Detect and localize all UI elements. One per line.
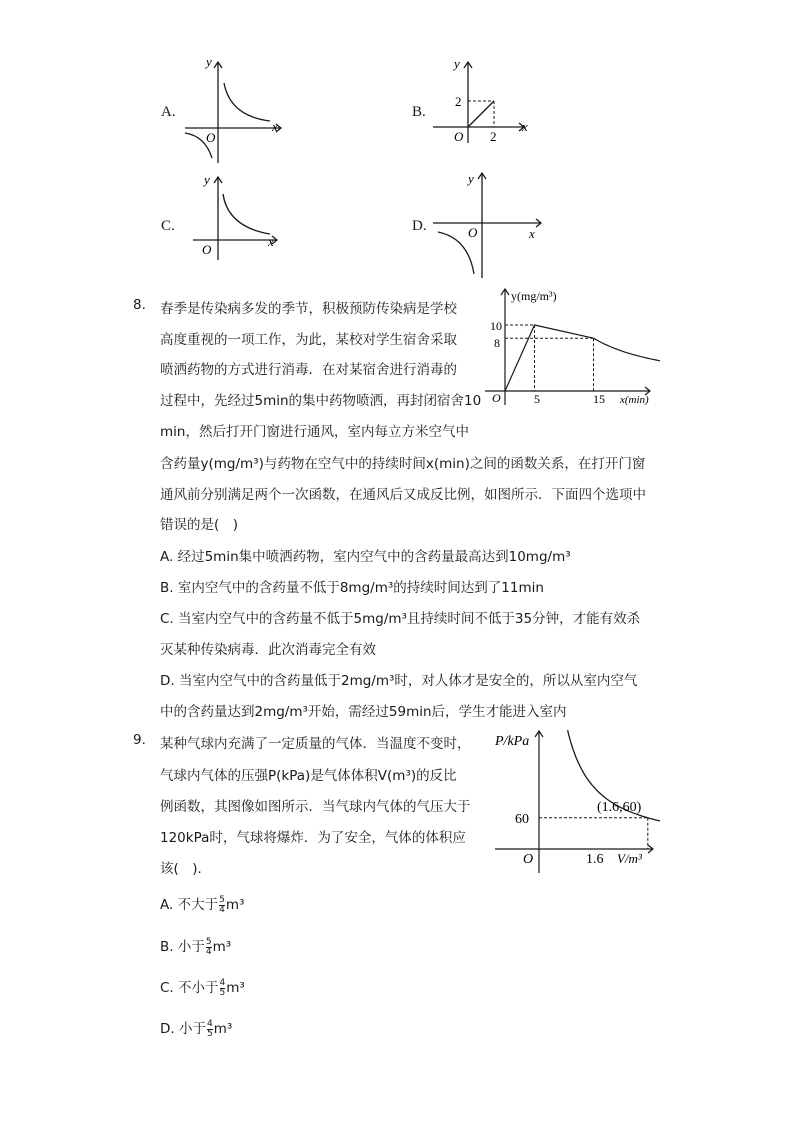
graph-c [188, 172, 288, 262]
q9-line-3: 例函数，其图像如图所示．当气球内气体的气压大于 [160, 799, 471, 815]
decay-curve [594, 338, 661, 361]
q8-line-8: 错误的是( ) [160, 517, 239, 533]
q9-option-c: C. 不小于 $\frac{4}{5}$ m³ [160, 977, 245, 998]
axis-x-label: x [272, 119, 278, 134]
q8-option-c-cont: 灭某种传染病毒．此次消毒完全有效 [160, 642, 376, 658]
ytick-10: 10 [490, 319, 502, 333]
q9-line-4: 120kPa时，气球将爆炸．为了安全，气体的体积应 [160, 830, 466, 846]
option-b-label: B. [412, 104, 426, 120]
svg-text:O: O [468, 225, 478, 240]
segment-line [468, 101, 494, 127]
q8-option-c: C. 当室内空气中的含药量不低于5mg/m³且持续时间不低于35分钟，才能有效杀 [160, 611, 641, 627]
origin: O [523, 852, 534, 867]
q9-chart [490, 725, 660, 875]
q8-number: 8. [133, 297, 146, 313]
ytick-8: 8 [494, 336, 500, 350]
curve [223, 194, 270, 234]
q9-option-b: B. 小于 $\frac{5}{4}$ m³ [160, 936, 232, 957]
q9-line-5: 该( )． [160, 861, 212, 877]
q9-option-d: D. 小于 $\frac{4}{5}$ m³ [160, 1018, 233, 1039]
series-line [505, 325, 594, 391]
svg-text:x: x [268, 234, 274, 249]
q9-number: 9. [133, 732, 146, 748]
option-c-label: C. [161, 218, 175, 234]
svg-text:y: y [454, 58, 460, 71]
svg-text:y: y [204, 172, 210, 187]
q8-option-d: D. 当室内空气中的含药量低于2mg/m³时，对人体才是安全的，所以从室内空气 [160, 673, 638, 689]
svg-text:y: y [468, 171, 474, 186]
graph-a [180, 58, 290, 168]
xtick-15: 15 [593, 392, 605, 406]
xtick-1.6: 1.6 [586, 852, 604, 867]
q8-line-6: 含药量y(mg/m³)与药物在空气中的持续时间x(min)之间的函数关系，在打开门窗 [160, 456, 646, 472]
x-label: x(min) [620, 394, 649, 406]
option-a-label: A. [161, 104, 176, 120]
q8-line-1: 春季是传染病多发的季节，积极预防传染病是学校 [160, 301, 457, 317]
option-d-label: D. [412, 218, 427, 234]
q8-line-5: min，然后打开门窗进行通风，室内每立方米空气中 [160, 424, 469, 440]
axis-y-label: y [206, 58, 212, 69]
tick-y-2: 2 [455, 94, 462, 109]
graph-d [428, 168, 548, 283]
svg-text:O: O [454, 129, 464, 144]
svg-text:x: x [522, 119, 528, 134]
origin-label: O [206, 130, 216, 145]
curve-upper [224, 83, 270, 121]
point-label: (1.6,60) [597, 800, 642, 815]
q8-line-2: 高度重视的一项工作，为此，某校对学生宿舍采取 [160, 332, 457, 348]
q8-line-7: 通风前分别满足两个一次函数，在通风后又成反比例，如图所示．下面四个选项中 [160, 487, 646, 503]
svg-text:O: O [202, 242, 212, 257]
q9-line-1: 某种气球内充满了一定质量的气体．当温度不变时， [160, 736, 471, 752]
q8-option-d-cont: 中的含药量达到2mg/m³开始，需经过59min后，学生才能进入室内 [160, 704, 567, 720]
xtick-5: 5 [534, 392, 540, 406]
x-label: V/m³ [617, 851, 642, 866]
q8-line-4: 过程中，先经过5min的集中药物喷洒，再封闭宿舍10 [160, 393, 482, 409]
q9-line-2: 气球内气体的压强P(kPa)是气体体积V(m³)的反比 [160, 768, 457, 784]
q8-option-b: B. 室内空气中的含药量不低于8mg/m³的持续时间达到了11min [160, 580, 544, 596]
q9-option-a: A. 不大于 $\frac{5}{4}$ m³ [160, 894, 245, 915]
q8-option-a: A. 经过5min集中喷洒药物，室内空气中的含药量最高达到10mg/m³ [160, 549, 571, 565]
svg-text:x: x [529, 226, 535, 241]
tick-x-2: 2 [490, 129, 497, 144]
ytick-60: 60 [515, 812, 529, 827]
q8-line-3: 喷洒药物的方式进行消毒．在对某宿舍进行消毒的 [160, 362, 457, 378]
y-label: y(mg/m³) [511, 289, 557, 303]
q8-chart [480, 285, 660, 410]
y-label: P/kPa [495, 734, 530, 749]
graph-b [428, 58, 538, 148]
origin: O [492, 391, 501, 405]
